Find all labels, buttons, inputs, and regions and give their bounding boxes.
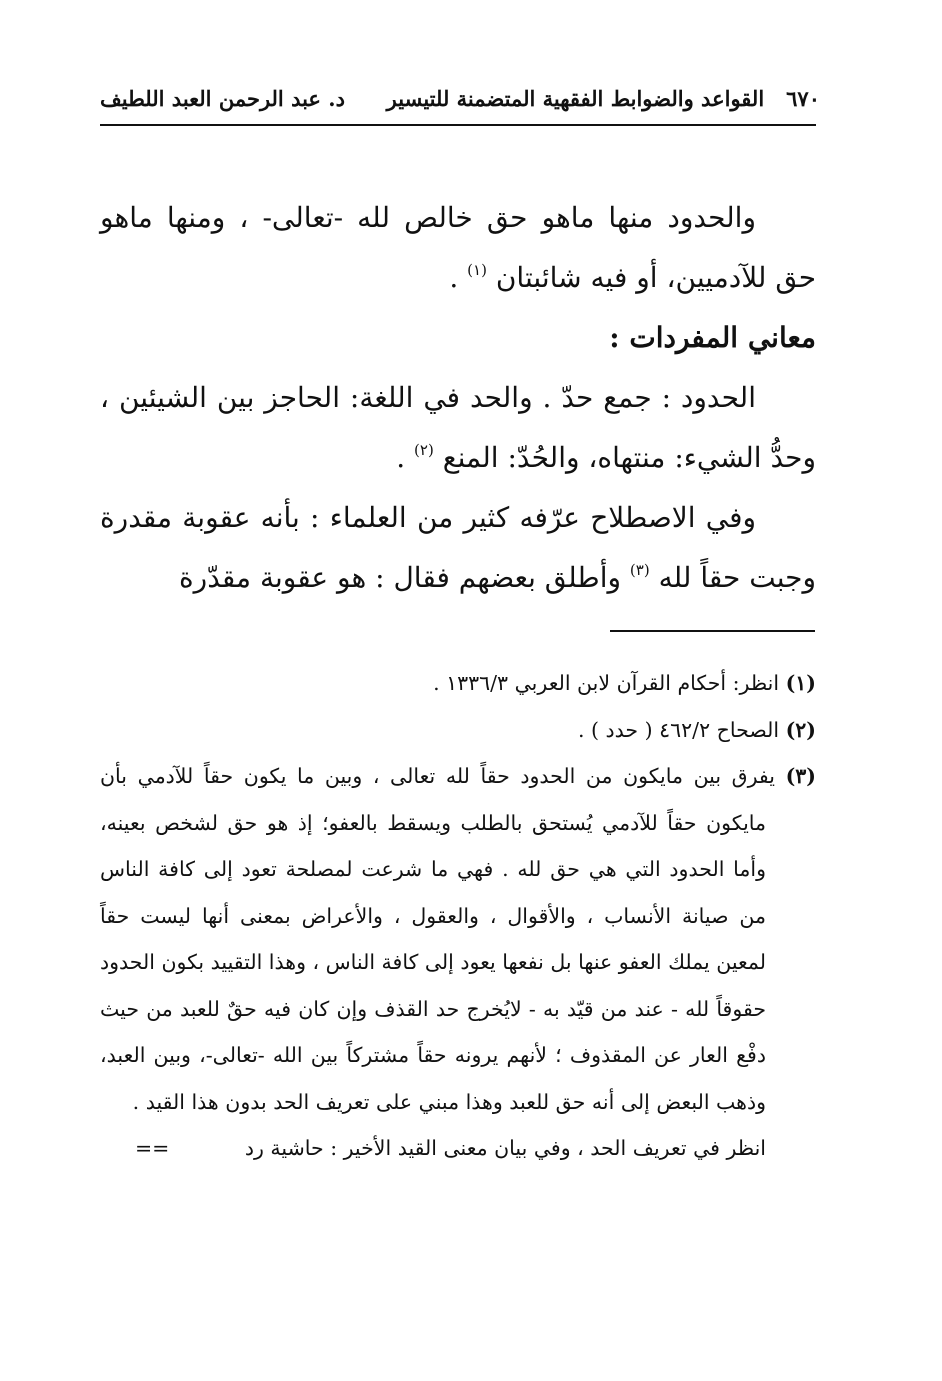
footnote-1: [100, 660, 816, 707]
footnotes: [100, 660, 816, 1172]
section-heading: معاني المفردات :: [609, 321, 816, 354]
paragraph-3-text: وفي الاصطلاح عرّفه كثير من العلماء : بأنه عقوبة مقدرة وجبت حقاً لله: [100, 501, 816, 594]
footnote-1-text: انظر: أحكام القرآن لابن العربي ١٣٣٦/٣ .: [433, 671, 780, 695]
footnote-3-continuation-text: انظر في تعريف الحد ، وفي بيان معنى القيد الأخير : حاشية رد: [244, 1136, 766, 1160]
paragraph-1-text: والحدود منها ماهو حق خالص لله -تعالى- ، ومنها ماهو حق للآدميين، أو فيه شائبتان: [100, 201, 816, 294]
paragraph-2: [100, 368, 816, 488]
paragraph-2-text: الحدود : جمع حدّ . والحد في اللغة: الحاجز بين الشيئين ، وحدُّ الشيء: منتهاه، والحُدّ: المنع: [100, 381, 816, 474]
paragraph-3-end: وأطلق بعضهم فقال : هو عقوبة مقدّرة: [179, 561, 630, 594]
footnote-2: [100, 707, 816, 754]
page-number: ٦٧٠: [786, 85, 820, 111]
book-title: القواعد والضوابط الفقهية المتضمنة للتيسير: [386, 85, 765, 111]
running-header: [100, 78, 820, 118]
footnote-2-text: الصحاح ٤٦٢/٢ ( حدد ) .: [578, 717, 780, 742]
author-name: د. عبد الرحمن العبد اللطيف: [100, 85, 345, 111]
footnote-3-text: يفرق بين مايكون من الحدود حقاً لله تعالى ، وبين ما يكون حقاً للآدمي بأن مايكون حقاً للآدمي يُستحق بالطلب ويسقط بالعفو؛ إذ هو حق لشخص بعينه، وأما الحدود التي هي حق لله . فهي ما شرعت لمصلحة تعود إلى كافة الناس من صيانة الأنساب ، والأقوال ، والعقول ، والأعراض بمعنى أنها ليست حقاً لمعين يملك العفو عنها بل نفعها يعود إلى كافة الناس ، وهذا التقييد بكون الحدود حقوقاً لله - عند من قيّد به - لايُخرج حد القذف وإن كان فيه حقٌ للعبد من حيث دفْع العار عن المقذوف ؛ لأنهم يرونه حقاً مشتركاً بين الله -تعالى-، وبين العبد، وذهب البعض إلى أنه حق للعبد وهذا مبني على تعريف الحد بدون هذا القيد .: [99, 764, 775, 1114]
footnote-3-continuation: [100, 1125, 816, 1172]
footnote-ref-1: (١): [467, 261, 487, 279]
footnote-ref-3: (٣): [629, 561, 650, 579]
footnote-1-number: (١): [785, 671, 816, 695]
paragraph-2-end: .: [396, 441, 415, 474]
paragraph-1-end: .: [449, 261, 468, 294]
footnote-divider: [610, 630, 815, 632]
paragraph-1: [100, 188, 816, 308]
header-divider: [100, 124, 816, 126]
footnote-ref-2: (٢): [414, 441, 434, 459]
continuation-mark: ==: [135, 1136, 170, 1160]
paragraph-3: [100, 488, 816, 608]
footnote-2-number: (٢): [785, 717, 816, 742]
footnote-3: [100, 753, 816, 1125]
footnote-3-number: (٣): [785, 764, 816, 788]
main-text: [100, 188, 816, 608]
